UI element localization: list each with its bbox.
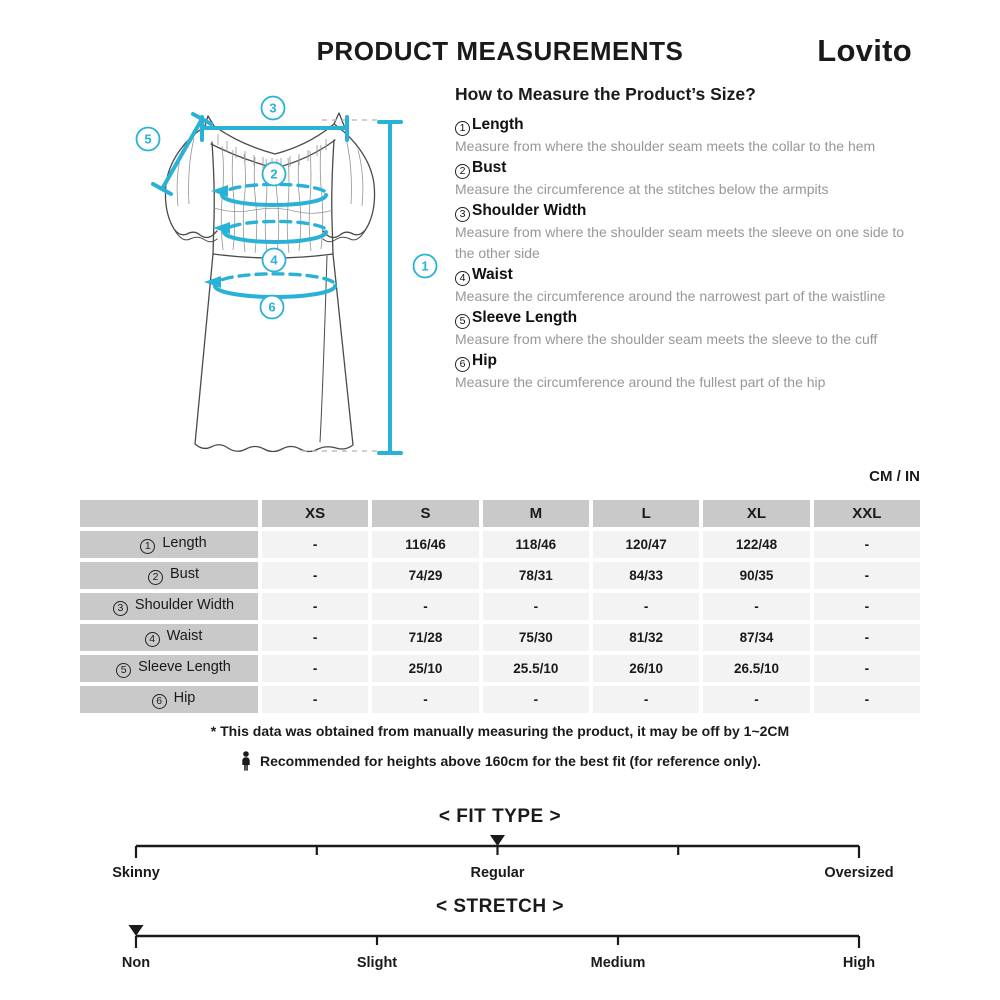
svg-text:2: 2 — [270, 166, 278, 182]
fit-type-scale — [0, 833, 1000, 883]
cell-value: - — [483, 593, 589, 620]
cell-value: 25.5/10 — [483, 655, 589, 682]
dress-illustration — [110, 88, 450, 470]
cell-value: - — [703, 593, 809, 620]
row-label-text: Hip — [173, 690, 196, 707]
row-label — [80, 531, 258, 558]
row-number: 6 — [152, 694, 167, 709]
fit-selected-marker-icon — [490, 835, 505, 846]
stretch-scale — [0, 923, 1000, 973]
item-label: Sleeve Length — [472, 309, 578, 326]
column-header: XL — [703, 500, 809, 527]
row-number: 5 — [116, 663, 131, 678]
item-description: Measure from where the shoulder seam meets the sleeve on one side to the other side — [455, 224, 905, 261]
item-number: 5 — [455, 314, 470, 329]
cell-value: 74/29 — [372, 562, 478, 589]
svg-text:4: 4 — [270, 252, 278, 268]
cell-value: - — [814, 655, 920, 682]
how-to-item — [455, 307, 927, 350]
row-label-text: Waist — [166, 628, 203, 645]
person-icon — [239, 751, 253, 771]
how-to-title: How to Measure the Product’s Size? — [455, 84, 756, 104]
item-description: Measure the circumference around the narrowest part of the waistline — [455, 288, 886, 304]
item-description: Measure the circumference at the stitches below the armpits — [455, 181, 829, 197]
cell-value: - — [372, 686, 478, 713]
table-row — [80, 562, 920, 589]
cell-value: 26/10 — [593, 655, 699, 682]
svg-text:5: 5 — [144, 131, 152, 147]
measure-note: * This data was obtained from manually measuring the product, it may be off by 1~2CM — [210, 723, 790, 739]
scale-label: High — [842, 955, 876, 971]
stretch-selected-marker-icon — [129, 925, 144, 936]
item-number: 1 — [455, 121, 470, 136]
cell-value: - — [814, 624, 920, 651]
page-title: PRODUCT MEASUREMENTS — [316, 36, 684, 66]
svg-text:1: 1 — [421, 258, 429, 274]
cell-value: - — [814, 686, 920, 713]
cell-value: - — [483, 686, 589, 713]
cell-value: 71/28 — [372, 624, 478, 651]
row-label-text: Sleeve Length — [138, 659, 231, 676]
stretch-title: < STRETCH > — [436, 896, 564, 917]
cell-value: 75/30 — [483, 624, 589, 651]
cell-value: 25/10 — [372, 655, 478, 682]
how-to-item — [455, 350, 927, 393]
table-row — [80, 593, 920, 620]
cell-value: - — [262, 686, 368, 713]
row-label — [80, 624, 258, 651]
item-description: Measure from where the shoulder seam meets the sleeve to the cuff — [455, 331, 878, 347]
cell-value: - — [372, 593, 478, 620]
scale-label: Slight — [356, 955, 398, 971]
row-number: 3 — [113, 601, 128, 616]
how-to-measure-section — [455, 84, 927, 393]
column-header: S — [372, 500, 478, 527]
cell-value: - — [262, 562, 368, 589]
corner-cell — [80, 500, 258, 527]
units-label: CM / IN — [869, 468, 920, 485]
diagram-marker-2 — [263, 163, 286, 186]
svg-text:3: 3 — [269, 100, 277, 116]
cell-value: 81/32 — [593, 624, 699, 651]
fit-type-title: < FIT TYPE > — [438, 806, 562, 827]
height-note-text: Recommended for heights above 160cm for the best fit (for reference only). — [260, 753, 761, 769]
cell-value: 118/46 — [483, 531, 589, 558]
cell-value: - — [814, 531, 920, 558]
diagram-marker-4 — [263, 249, 286, 272]
scale-label: Medium — [590, 955, 646, 971]
scale-label: Non — [121, 955, 151, 971]
scale-label: Skinny — [112, 865, 160, 881]
cell-value: - — [814, 593, 920, 620]
item-number: 3 — [455, 207, 470, 222]
diagram-marker-6 — [261, 296, 284, 319]
item-label: Shoulder Width — [472, 202, 587, 219]
item-number: 4 — [455, 271, 470, 286]
cell-value: - — [262, 593, 368, 620]
table-row — [80, 686, 920, 713]
scale-label: Oversized — [824, 865, 894, 881]
cell-value: 26.5/10 — [703, 655, 809, 682]
row-number: 1 — [140, 539, 155, 554]
column-header: L — [593, 500, 699, 527]
cell-value: 122/48 — [703, 531, 809, 558]
column-header: XS — [262, 500, 368, 527]
cell-value: - — [262, 655, 368, 682]
column-header: M — [483, 500, 589, 527]
row-label — [80, 655, 258, 682]
column-header: XXL — [814, 500, 920, 527]
cell-value: 84/33 — [593, 562, 699, 589]
row-number: 2 — [148, 570, 163, 585]
cell-value: - — [262, 531, 368, 558]
scale-label: Regular — [470, 865, 525, 881]
table-row — [80, 655, 920, 682]
cell-value: 87/34 — [703, 624, 809, 651]
item-description: Measure from where the shoulder seam meets the collar to the hem — [455, 138, 876, 154]
how-to-item — [455, 157, 927, 200]
item-number: 2 — [455, 164, 470, 179]
item-label: Bust — [472, 159, 507, 176]
item-label: Hip — [472, 352, 497, 369]
row-label — [80, 686, 258, 713]
row-label-text: Bust — [169, 566, 199, 583]
table-row — [80, 624, 920, 651]
row-label-text: Length — [162, 535, 207, 552]
table-header-row — [80, 500, 920, 527]
table-row — [80, 531, 920, 558]
how-to-item — [455, 114, 927, 157]
cell-value: 116/46 — [372, 531, 478, 558]
item-description: Measure the circumference around the fullest part of the hip — [455, 374, 826, 390]
item-label: Waist — [472, 266, 513, 283]
cell-value: 78/31 — [483, 562, 589, 589]
cell-value: 90/35 — [703, 562, 809, 589]
cell-value: - — [593, 593, 699, 620]
dress-gathering-lines — [177, 134, 363, 253]
cell-value: - — [593, 686, 699, 713]
cell-value: 120/47 — [593, 531, 699, 558]
how-to-item — [455, 264, 927, 307]
how-to-item — [455, 200, 927, 264]
row-label — [80, 562, 258, 589]
cell-value: - — [703, 686, 809, 713]
diagram-marker-3 — [262, 97, 285, 120]
cell-value: - — [814, 562, 920, 589]
svg-text:6: 6 — [268, 299, 276, 315]
row-label — [80, 593, 258, 620]
item-number: 6 — [455, 357, 470, 372]
brand-logo: Lovito — [817, 33, 912, 68]
item-label: Length — [472, 116, 524, 133]
diagram-marker-1 — [414, 255, 437, 278]
cell-value: - — [262, 624, 368, 651]
row-number: 4 — [145, 632, 160, 647]
row-label-text: Shoulder Width — [134, 597, 235, 614]
height-note — [0, 751, 1000, 771]
size-table — [76, 496, 924, 717]
diagram-marker-5 — [137, 128, 160, 151]
